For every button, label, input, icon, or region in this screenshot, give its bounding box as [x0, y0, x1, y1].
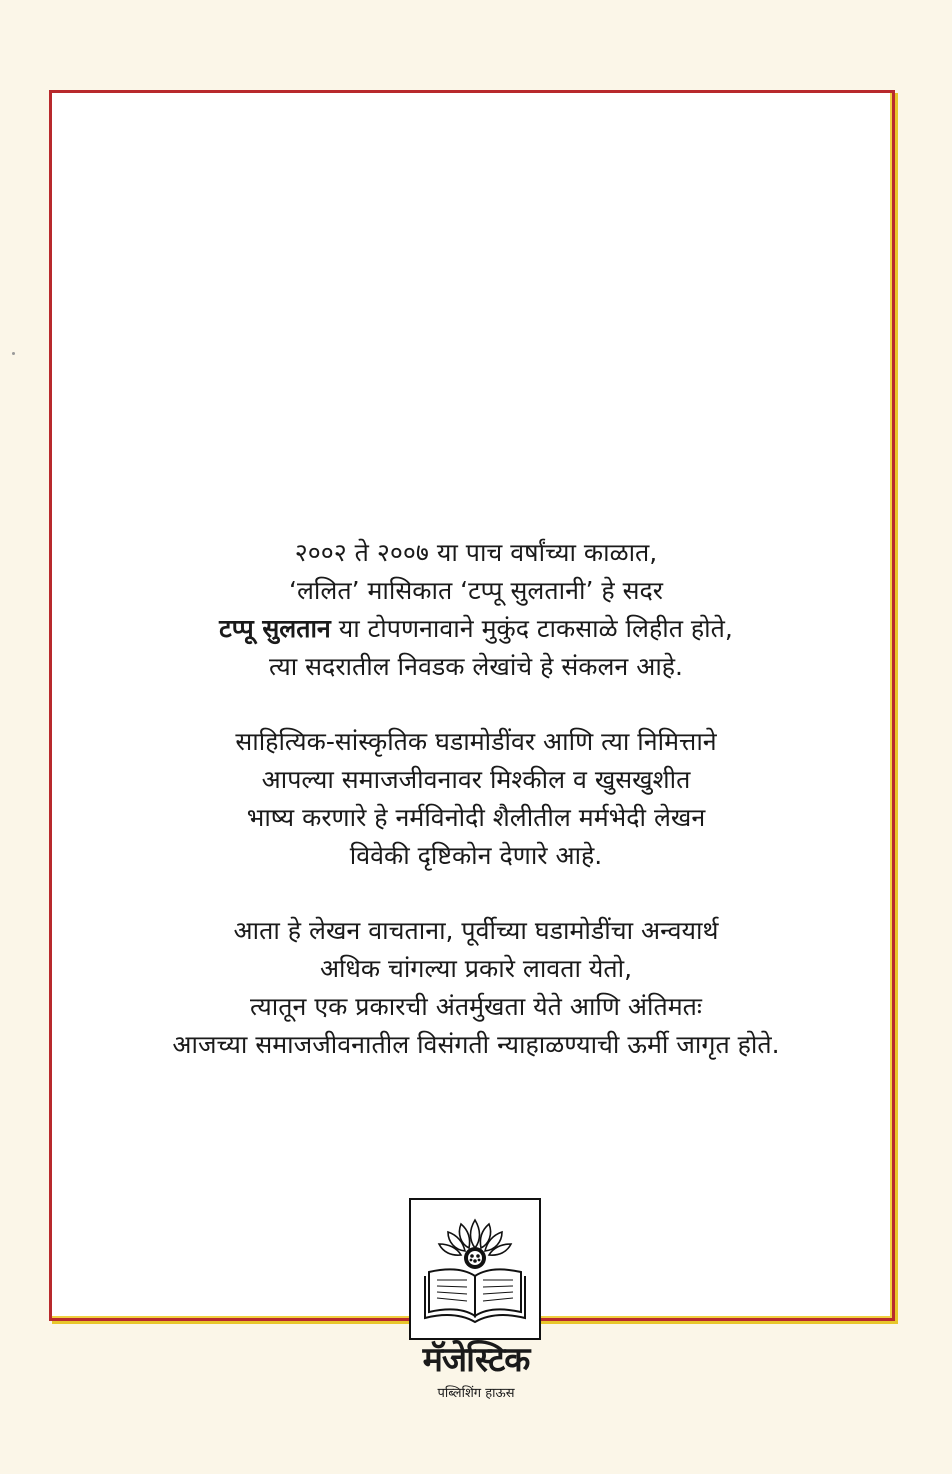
blurb-text-segment: आता हे लेखन वाचताना, पूर्वीच्या घडामोडींचा अन्वयार्थ [233, 916, 719, 945]
blurb-text-segment: आपल्या समाजजीवनावर मिश्कील व खुसखुशीत [261, 765, 691, 794]
book-lotus-logo-icon [411, 1200, 539, 1338]
blurb-text [0, 534, 952, 1101]
blurb-line [0, 988, 952, 1026]
blurb-line [0, 723, 952, 761]
blurb-line [0, 912, 952, 950]
blurb-line [0, 1026, 952, 1064]
blurb-line [0, 761, 952, 799]
publisher-name: मॅजेस्टिक [422, 1340, 530, 1380]
blurb-line [0, 572, 952, 610]
blurb-text-segment: अधिक चांगल्या प्रकारे लावता येतो, [319, 954, 633, 983]
pen-name-text: टप्पू सुलतान [219, 614, 331, 643]
blurb-paragraph [0, 723, 952, 875]
blurb-text-segment: ‘ललित’ मासिकात ‘टप्पू सुलतानी’ हे सदर [289, 576, 663, 605]
blurb-text-segment: त्यातून एक प्रकारची अंतर्मुखता येते आणि अंतिमतः [250, 992, 702, 1021]
paper-speck [12, 352, 15, 355]
blurb-text-segment: या टोपणनावाने मुकुंद टाकसाळे लिहीत होते, [330, 614, 733, 643]
blurb-line [0, 648, 952, 686]
blurb-text-segment: साहित्यिक-सांस्कृतिक घडामोडींवर आणि त्या निमित्ताने [235, 727, 717, 756]
publisher-subtitle: पब्लिशिंग हाऊस [437, 1386, 515, 1401]
blurb-paragraph [0, 912, 952, 1064]
blurb-line [0, 610, 952, 648]
blurb-text-segment: विवेकी दृष्टिकोन देणारे आहे. [349, 841, 603, 870]
blurb-line [0, 799, 952, 837]
blurb-text-segment: आजच्या समाजजीवनातील विसंगती न्याहाळण्याची ऊर्मी जागृत होते. [172, 1030, 780, 1059]
blurb-line [0, 950, 952, 988]
blurb-text-segment: त्या सदरातील निवडक लेखांचे हे संकलन आहे. [268, 652, 683, 681]
publisher-logo [409, 1198, 541, 1340]
blurb-text-segment: भाष्य करणारे हे नर्मविनोदी शैलीतील मर्मभेदी लेखन [246, 803, 706, 832]
blurb-line [0, 534, 952, 572]
blurb-text-segment: २००२ ते २००७ या पाच वर्षांच्या काळात, [294, 538, 658, 567]
blurb-paragraph [0, 534, 952, 686]
blurb-line [0, 837, 952, 875]
